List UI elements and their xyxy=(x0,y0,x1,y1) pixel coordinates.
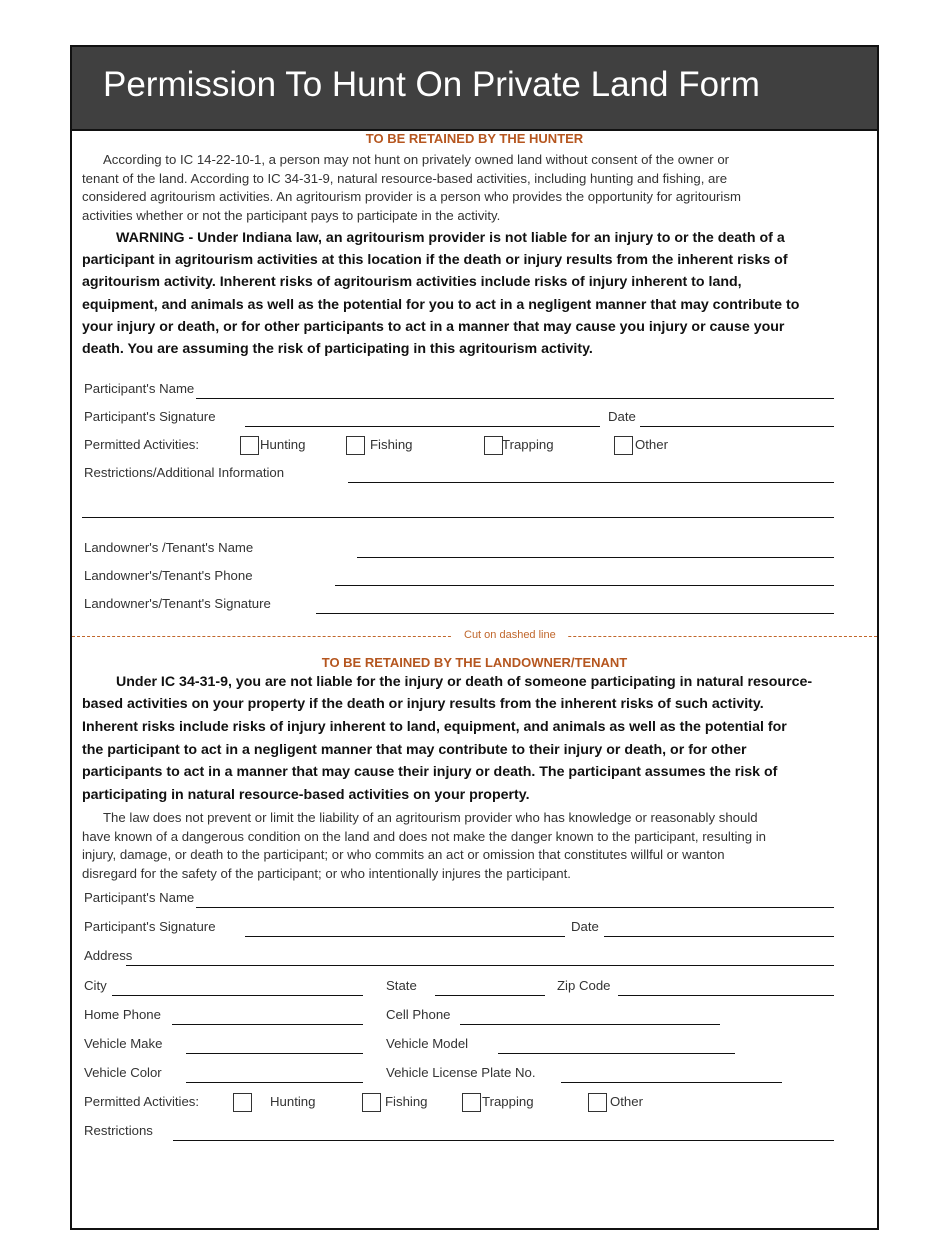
vehicle-make-label: Vehicle Make xyxy=(84,1036,163,1051)
intro-line: activities whether or not the participant pays to participate in the activity. xyxy=(82,208,501,223)
date-field[interactable] xyxy=(604,936,834,937)
activity-label: Other xyxy=(635,437,668,452)
checkbox-trapping[interactable] xyxy=(462,1093,481,1112)
activity-label: Other xyxy=(610,1094,643,1109)
intro-line: considered agritourism activities. An agritourism provider is a person who provides the opportunity for agritourism xyxy=(82,189,741,204)
checkbox-other[interactable] xyxy=(588,1093,607,1112)
signature-label: Participant's Signature xyxy=(84,409,216,424)
restrictions-label: Restrictions xyxy=(84,1123,153,1138)
state-field[interactable] xyxy=(435,995,545,996)
warning-line: death. You are assuming the risk of participating in this agritourism activity. xyxy=(82,341,593,357)
city-field[interactable] xyxy=(112,995,363,996)
activity-label: Trapping xyxy=(502,437,554,452)
activity-label: Hunting xyxy=(260,437,306,452)
activity-label: Hunting xyxy=(270,1094,316,1109)
warning-line: your injury or death, or for other participants to act in a manner that may cause you injury or cause your xyxy=(82,319,785,335)
vehicle-make-field[interactable] xyxy=(186,1053,363,1054)
participant-name-field[interactable] xyxy=(196,398,834,399)
zip-field[interactable] xyxy=(618,995,834,996)
vehicle-model-field[interactable] xyxy=(498,1053,735,1054)
restrictions-extra-field[interactable] xyxy=(82,517,834,518)
liability-line: participants to act in a manner that may cause their injury or death. The participant assumes the risk of xyxy=(82,764,778,780)
landowner-signature-field[interactable] xyxy=(316,613,834,614)
liability-line: Under IC 34-31-9, you are not liable for the injury or death of someone participating in natural resource- xyxy=(116,674,813,690)
vehicle-model-label: Vehicle Model xyxy=(386,1036,469,1051)
city-label: City xyxy=(84,978,107,993)
cell-phone-label: Cell Phone xyxy=(386,1007,451,1022)
liability-line: the participant to act in a negligent manner that may contribute to their injury or death, or for other xyxy=(82,742,747,758)
zip-label: Zip Code xyxy=(557,978,611,993)
activity-label: Trapping xyxy=(482,1094,534,1109)
form-page xyxy=(70,45,879,1230)
home-phone-label: Home Phone xyxy=(84,1007,161,1022)
participant-signature-field[interactable] xyxy=(245,426,600,427)
restrictions-field[interactable] xyxy=(348,482,834,483)
law-line: injury, damage, or death to the participant; or who commits an act or omission that constitutes willful or wanton xyxy=(82,847,725,862)
hunter-heading: TO BE RETAINED BY THE HUNTER xyxy=(365,131,584,146)
checkbox-hunting[interactable] xyxy=(233,1093,252,1112)
plate-field[interactable] xyxy=(561,1082,782,1083)
name-label: Participant's Name xyxy=(84,381,195,396)
law-line: disregard for the safety of the participant; or who intentionally injures the participant. xyxy=(82,866,571,881)
home-phone-field[interactable] xyxy=(172,1024,363,1025)
liability-line: participating in natural resource-based activities on your property. xyxy=(82,787,530,803)
checkbox-other[interactable] xyxy=(614,436,633,455)
law-line: The law does not prevent or limit the liability of an agritourism provider who has knowledge or reasonably should xyxy=(103,810,758,825)
checkbox-hunting[interactable] xyxy=(240,436,259,455)
warning-line: participant in agritourism activities at this location if the death or injury results from the inherent risks of xyxy=(82,252,788,268)
checkbox-fishing[interactable] xyxy=(362,1093,381,1112)
activity-label: Fishing xyxy=(385,1094,428,1109)
name-label: Participant's Name xyxy=(84,890,195,905)
checkbox-fishing[interactable] xyxy=(346,436,365,455)
cell-phone-field[interactable] xyxy=(460,1024,720,1025)
title-bar xyxy=(72,47,877,131)
page-title: Permission To Hunt On Private Land Form xyxy=(103,65,760,104)
restrictions-label: Restrictions/Additional Information xyxy=(84,465,285,480)
activity-label: Fishing xyxy=(370,437,413,452)
date-field[interactable] xyxy=(640,426,834,427)
cut-label: Cut on dashed line xyxy=(452,629,568,641)
state-label: State xyxy=(386,978,417,993)
plate-label: Vehicle License Plate No. xyxy=(386,1065,536,1080)
landowner-name-label: Landowner's /Tenant's Name xyxy=(84,540,254,555)
warning-line: WARNING - Under Indiana law, an agritourism provider is not liable for an injury to or the death of a xyxy=(116,230,785,246)
law-line: have known of a dangerous condition on the land and does not make the danger known to the participant, resulting in xyxy=(82,829,767,844)
permitted-label: Permitted Activities: xyxy=(84,1094,200,1109)
date-label: Date xyxy=(608,409,636,424)
landowner-heading: TO BE RETAINED BY THE LANDOWNER/TENANT xyxy=(321,655,628,670)
participant-signature-field[interactable] xyxy=(245,936,565,937)
warning-line: agritourism activity. Inherent risks of agritourism activities include risks of injury inherent to land, xyxy=(82,274,742,290)
liability-line: based activities on your property if the death or injury results from the inherent risks of such activity. xyxy=(82,696,764,712)
intro-line: According to IC 14-22-10-1, a person may not hunt on privately owned land without consent of the owner or xyxy=(103,152,730,167)
liability-line: Inherent risks include risks of injury inherent to land, equipment, and animals as well as the potential for xyxy=(82,719,787,735)
permitted-label: Permitted Activities: xyxy=(84,437,200,452)
landowner-phone-field[interactable] xyxy=(335,585,834,586)
checkbox-trapping[interactable] xyxy=(484,436,503,455)
restrictions-field[interactable] xyxy=(173,1140,834,1141)
address-label: Address xyxy=(84,948,133,963)
landowner-phone-label: Landowner's/Tenant's Phone xyxy=(84,568,253,583)
intro-line: tenant of the land. According to IC 34-31-9, natural resource-based activities, including hunting and fishing, are xyxy=(82,171,728,186)
warning-line: equipment, and animals as well as the potential for you to act in a negligent manner that may contribute to xyxy=(82,297,800,313)
landowner-signature-label: Landowner's/Tenant's Signature xyxy=(84,596,271,611)
date-label: Date xyxy=(571,919,599,934)
address-field[interactable] xyxy=(126,965,834,966)
vehicle-color-label: Vehicle Color xyxy=(84,1065,162,1080)
signature-label: Participant's Signature xyxy=(84,919,216,934)
landowner-name-field[interactable] xyxy=(357,557,834,558)
participant-name-field[interactable] xyxy=(196,907,834,908)
vehicle-color-field[interactable] xyxy=(186,1082,363,1083)
